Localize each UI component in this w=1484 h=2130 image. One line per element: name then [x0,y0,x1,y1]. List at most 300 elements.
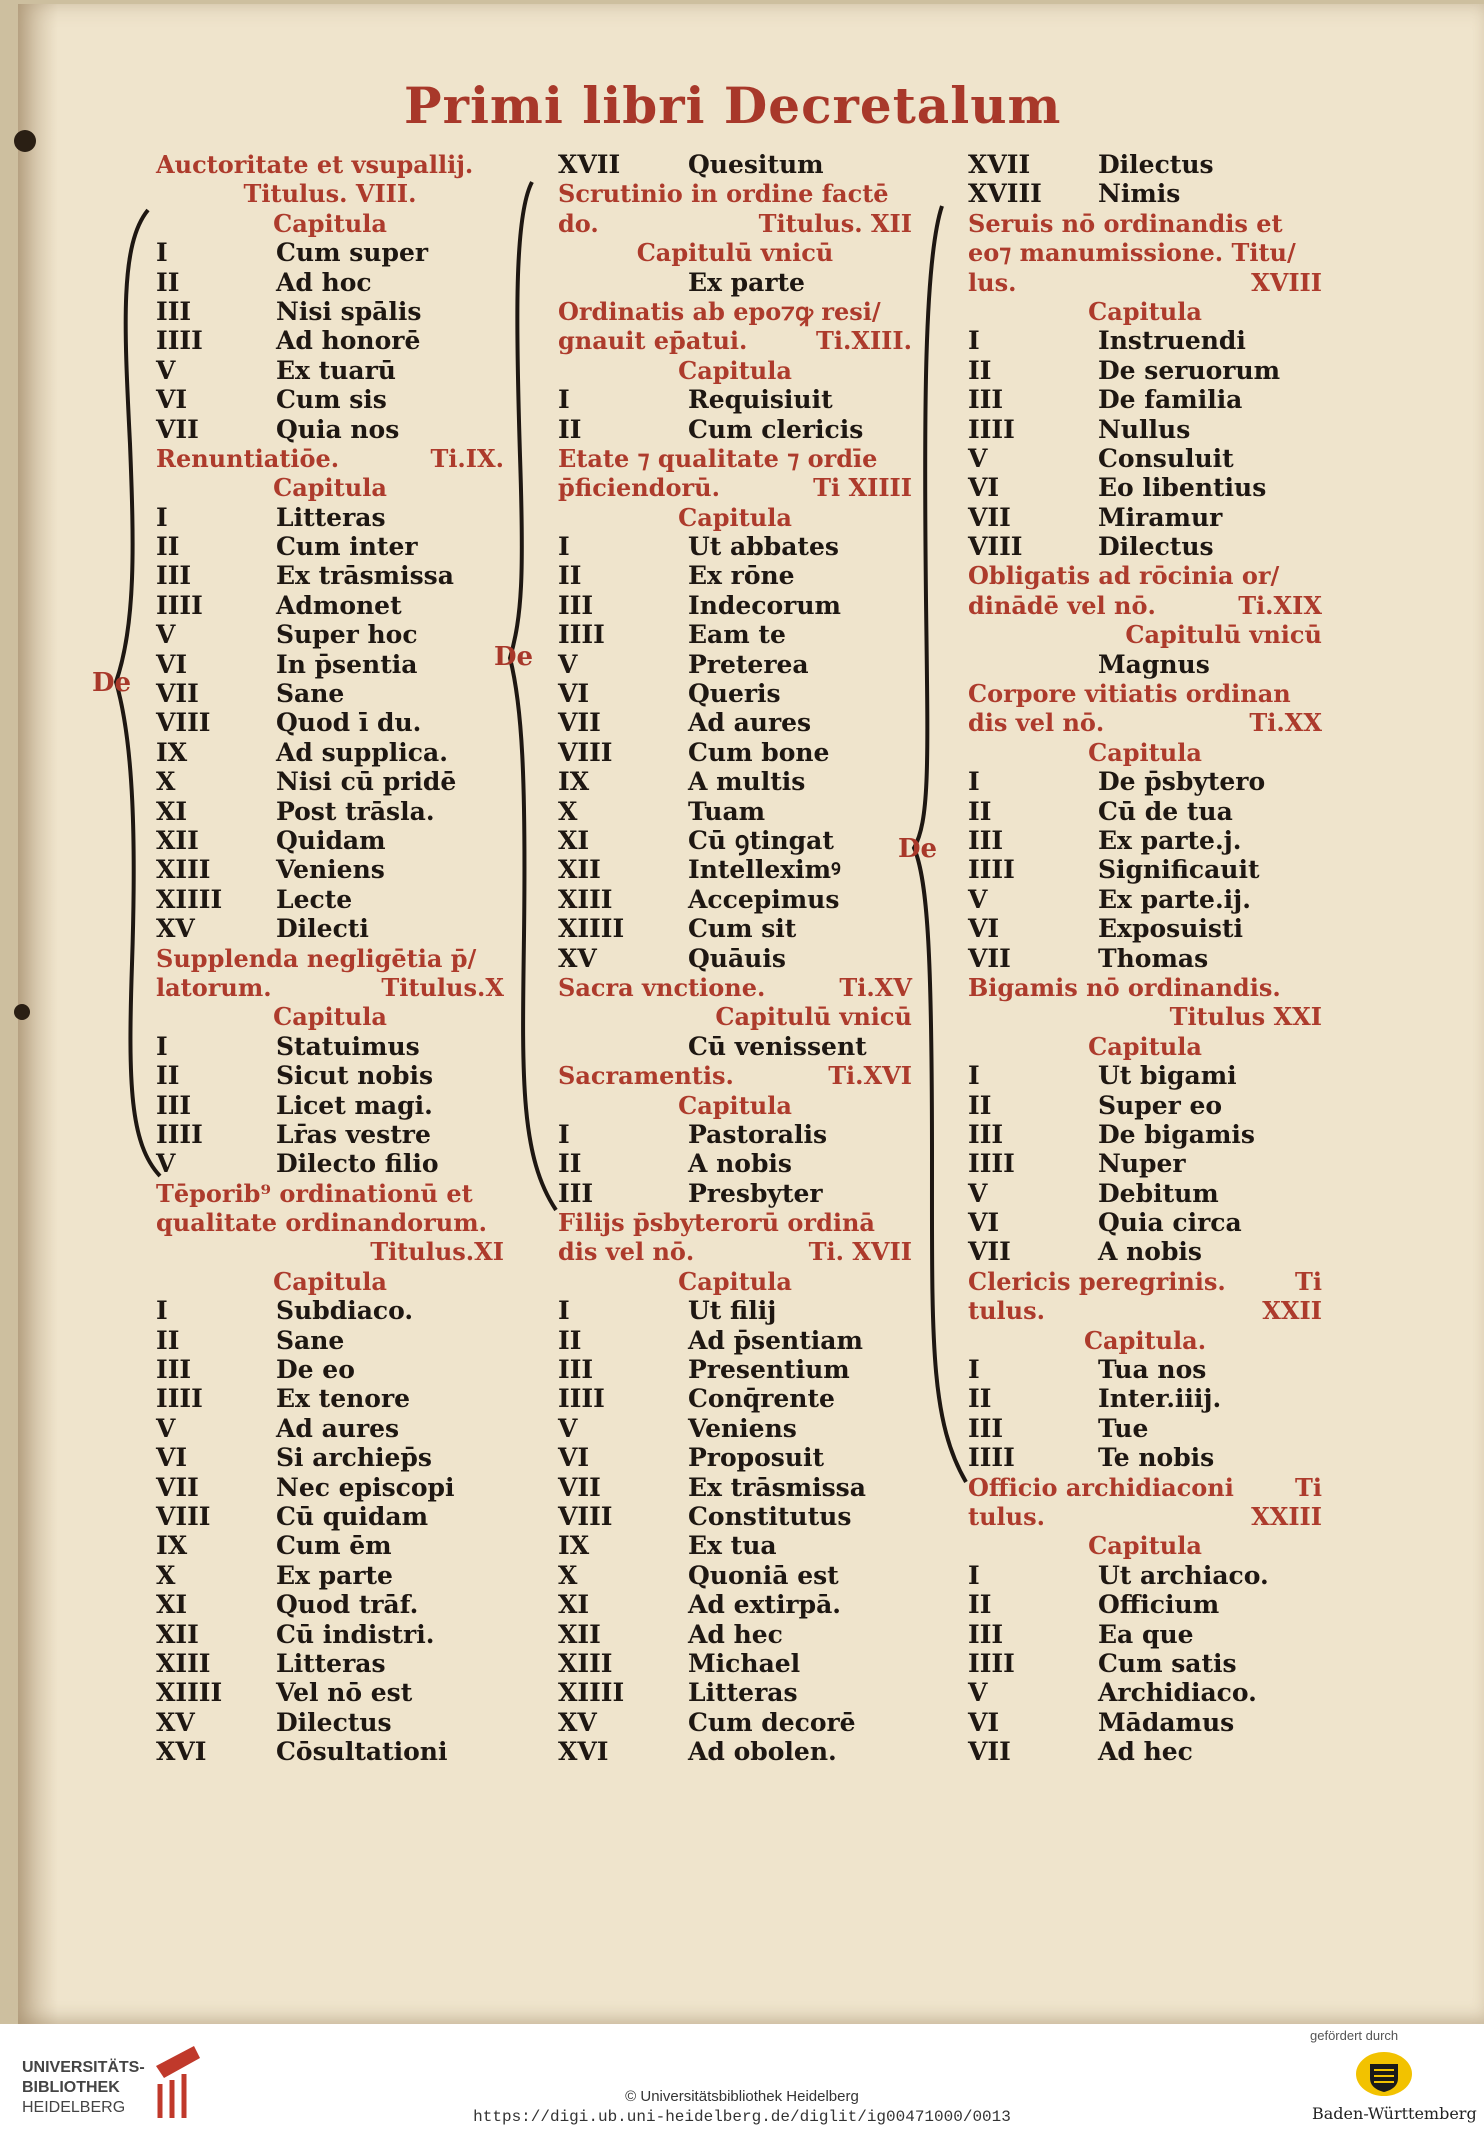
chapter-number: III [558,590,594,620]
chapter-incipit: Dilectus [1098,532,1214,562]
chapter-number: VIII [968,532,1023,562]
chapter-incipit: Ex parte [276,1560,393,1590]
chapter-incipit: De bigamis [1098,1119,1255,1149]
rubric-text: Capitula [1088,737,1202,767]
chapter-incipit: Nec episcopi [276,1472,455,1502]
chapter-entry [558,268,912,297]
rubric-heading [156,1237,504,1266]
rubric-text: Obligatis ad rōcinia or/ [968,561,1280,591]
rubric-text: Capitulū vnicū [636,238,834,268]
chapter-entry [968,356,1322,385]
rubric-heading [558,209,912,238]
chapter-entry [156,767,504,796]
chapter-number: III [156,1090,192,1120]
chapter-number: XIII [156,1648,211,1678]
rubric-heading [558,473,912,502]
chapter-incipit: Nimis [1098,179,1181,209]
chapter-number: XV [156,1707,195,1737]
permalink-url[interactable]: https://digi.ub.uni-heidelberg.de/diglit/ig00471000/0013 [473,2108,1011,2126]
chapter-entry [558,150,912,179]
chapter-incipit: Ut bigami [1098,1061,1237,1091]
chapter-entry [558,797,912,826]
rubric-text: Capitulū vnicū [1125,620,1322,650]
chapter-incipit: Nisi spālis [276,296,422,326]
chapter-number: I [968,767,980,797]
chapter-incipit: Cum decorē [688,1707,856,1737]
chapter-incipit: Sane [276,1325,345,1355]
chapter-entry [968,855,1322,884]
chapter-number: XV [558,1707,597,1737]
chapter-incipit: Ad hec [1098,1737,1193,1767]
rubric-heading [558,1091,912,1120]
chapter-number: V [156,620,176,650]
rubric-title-number: Ti [1295,1472,1322,1502]
chapter-number: V [156,1149,176,1179]
chapter-number: III [968,1413,1004,1443]
chapter-entry [558,1737,912,1766]
rubric-heading [558,973,912,1002]
rubric-title-number: Ti.XX [1249,708,1322,738]
chapter-number: I [156,1031,168,1061]
chapter-incipit: A multis [688,767,806,797]
chapter-entry [558,1708,912,1737]
chapter-number: XV [558,943,597,973]
chapter-number: I [558,1296,570,1326]
chapter-number: VII [156,679,199,709]
chapter-number: I [156,238,168,268]
chapter-incipit: Quia circa [1098,1208,1242,1238]
rubric-heading [558,1208,912,1237]
chapter-incipit: Dilectus [1098,150,1214,179]
chapter-incipit: Te nobis [1098,1443,1215,1473]
chapter-entry [968,1091,1322,1120]
rubric-heading [558,1002,912,1031]
rubric-text: Capitula. [1083,1325,1207,1355]
chapter-incipit: Statuimus [276,1031,420,1061]
chapter-incipit: Dilectus [276,1707,392,1737]
rubric-heading [968,1531,1322,1560]
chapter-incipit: Ad extirpā. [688,1590,841,1620]
chapter-number: IIII [156,326,203,356]
rubric-heading [156,1179,504,1208]
chapter-entry [156,1414,504,1443]
chapter-entry [156,1091,504,1120]
chapter-entry [558,1443,912,1472]
chapter-incipit: Pastoralis [688,1119,828,1149]
rubric-heading [558,503,912,532]
rubric-title-number: Ti.IX. [430,443,504,473]
rubric-text: Titulus. VIII. [243,179,417,209]
chapter-entry [968,650,1322,679]
chapter-entry [968,1649,1322,1678]
chapter-incipit: Quāuis [688,943,786,973]
chapter-entry [558,620,912,649]
chapter-number: XVI [558,1737,609,1767]
chapter-number: I [968,1560,980,1590]
chapter-entry [558,1502,912,1531]
chapter-entry [558,738,912,767]
chapter-entry [156,708,504,737]
chapter-entry [156,855,504,884]
chapter-entry [156,1355,504,1384]
index-column-1 [156,150,504,1766]
chapter-incipit: In p̄sentia [276,649,418,679]
chapter-entry [156,1502,504,1531]
rubric-text: p̄ficiendorū. [558,473,720,503]
rubric-text: Sacramentis. [558,1061,734,1091]
chapter-incipit: Eo libentius [1098,473,1267,503]
rubric-heading [968,738,1322,767]
chapter-entry [968,944,1322,973]
chapter-incipit: Requisiuit [688,385,833,415]
chapter-number: XVI [156,1737,207,1767]
rubric-text: latorum. [156,972,272,1002]
chapter-incipit: Ad aures [276,1413,400,1443]
chapter-number: II [558,1149,582,1179]
rubric-heading [968,238,1322,267]
chapter-incipit: Accepimus [688,884,840,914]
chapter-incipit: Ad supplica. [276,737,448,767]
chapter-incipit: Miramur [1098,502,1223,532]
chapter-incipit: Sane [276,679,345,709]
chapter-entry [558,1326,912,1355]
chapter-number: II [968,355,992,385]
chapter-entry [968,444,1322,473]
chapter-incipit: A nobis [1098,1237,1203,1267]
chapter-number: III [156,561,192,591]
chapter-number: III [156,1355,192,1385]
chapter-entry [558,944,912,973]
chapter-entry [968,797,1322,826]
chapter-number: VII [968,943,1011,973]
rubric-heading [156,944,504,973]
chapter-incipit: Ea que [1098,1619,1194,1649]
chapter-incipit: De eo [276,1355,355,1385]
rubric-heading [968,297,1322,326]
chapter-incipit: Ex tenore [276,1384,411,1414]
chapter-number: XVII [558,150,621,179]
rubric-text: Capitula [273,208,387,238]
chapter-number: VI [558,1443,590,1473]
chapter-incipit: Cū indistri. [276,1619,435,1649]
chapter-number: XI [558,1590,590,1620]
chapter-entry [558,1296,912,1325]
chapter-incipit: Nisi cū pridē [276,767,457,797]
chapter-entry [156,415,504,444]
chapter-incipit: Nuper [1098,1149,1186,1179]
chapter-incipit: Ut filij [688,1296,777,1326]
chapter-entry [156,1561,504,1590]
chapter-incipit: Ex parte.ij. [1098,884,1251,914]
viewer-footer [0,2024,1484,2130]
chapter-incipit: Ex tua [688,1531,777,1561]
chapter-number: V [968,884,988,914]
chapter-number: I [558,1119,570,1149]
funder-name: Baden-Württemberg [1312,2104,1477,2123]
rubric-text: Sacra vnctione. [558,972,766,1002]
binding-hole [14,1004,30,1020]
chapter-number: IX [156,737,188,767]
chapter-entry [558,415,912,444]
state-coat-of-arms-icon [1354,2048,1414,2100]
rubric-title-number: Ti.XIX [1238,590,1322,620]
rubric-text: Etate ⁊ qualitate ⁊ ordīe [558,443,878,473]
chapter-entry [558,1620,912,1649]
rubric-heading [968,591,1322,620]
chapter-entry [156,238,504,267]
chapter-entry [156,1590,504,1619]
chapter-entry [558,1355,912,1384]
chapter-number: IX [156,1531,188,1561]
chapter-incipit: Litteras [276,1648,386,1678]
chapter-number: XIII [156,855,211,885]
rubric-text: Capitula [1088,1031,1202,1061]
rubric-heading [558,1267,912,1296]
chapter-entry [558,1561,912,1590]
chapter-entry [968,326,1322,355]
chapter-entry [968,1237,1322,1266]
chapter-incipit: Officium [1098,1590,1220,1620]
chapter-incipit: Quoniā est [688,1560,839,1590]
chapter-incipit: Eam te [688,620,786,650]
chapter-entry [558,826,912,855]
rubric-text: Auctoritate et vsupallij. [156,150,474,179]
binding-hole [14,130,36,152]
chapter-incipit: Ad honorē [276,326,421,356]
chapter-entry [968,1149,1322,1178]
chapter-incipit: Intelleximꝰ [688,855,841,885]
chapter-number: II [558,561,582,591]
chapter-number: IIII [968,855,1015,885]
chapter-entry [968,503,1322,532]
chapter-number: I [156,502,168,532]
funded-by-label: gefördert durch [1310,2028,1399,2043]
chapter-number: XVII [968,150,1031,179]
chapter-entry [968,914,1322,943]
copyright-notice: © Universitätsbibliothek Heidelberg [625,2088,859,2105]
chapter-entry [156,385,504,414]
rubric-title-number: Ti.XV [839,972,912,1002]
chapter-incipit: Admonet [276,590,402,620]
rubric-heading [558,297,912,326]
chapter-entry [156,268,504,297]
chapter-number: V [968,1178,988,1208]
chapter-entry [156,1737,504,1766]
rubric-heading [968,1002,1322,1031]
chapter-number: XII [558,1619,601,1649]
chapter-incipit: Quod ī du. [276,708,422,738]
chapter-entry [156,650,504,679]
chapter-number: VIII [558,737,613,767]
chapter-number: II [968,796,992,826]
chapter-number: V [558,649,578,679]
rubric-heading [156,209,504,238]
chapter-entry [558,679,912,708]
chapter-number: II [558,414,582,444]
chapter-entry [968,826,1322,855]
chapter-number: VIII [156,1501,211,1531]
chapter-number: XVIII [968,179,1042,209]
rubric-heading [968,561,1322,590]
chapter-entry [558,385,912,414]
chapter-entry [558,1032,912,1061]
chapter-incipit: Cum inter [276,532,418,562]
chapter-entry [156,1326,504,1355]
chapter-entry [968,1179,1322,1208]
chapter-incipit: De p̄sbytero [1098,767,1266,797]
chapter-incipit: Presentium [688,1355,850,1385]
chapter-number: II [156,532,180,562]
chapter-incipit: Ex tuarū [276,355,396,385]
chapter-incipit: Indecorum [688,590,841,620]
rubric-text: Capitulū vnicū [715,1002,912,1032]
chapter-incipit: Veniens [688,1413,797,1443]
chapter-incipit: Conq̄rente [688,1384,835,1414]
chapter-number: IIII [558,620,605,650]
chapter-number: I [558,532,570,562]
chapter-incipit: Cum super [276,238,429,268]
chapter-number: XV [156,914,195,944]
chapter-number: III [968,825,1004,855]
page-title: Primi libri Decretalum [404,76,1062,135]
rubric-heading [156,150,504,179]
chapter-incipit: Dilecto filio [276,1149,439,1179]
chapter-entry [558,1120,912,1149]
chapter-number: IX [558,767,590,797]
chapter-incipit: Ad aures [688,708,812,738]
chapter-number: X [156,1560,176,1590]
rubric-text: Ordinatis ab epo⁊ꝙ resi/ [558,296,881,326]
chapter-incipit: Cum clericis [688,414,864,444]
chapter-incipit: De seruorum [1098,355,1281,385]
chapter-incipit: Quesitum [688,150,824,179]
chapter-number: VI [968,473,1000,503]
rubric-heading [968,1267,1322,1296]
chapter-number: V [968,443,988,473]
chapter-number: XI [156,1590,188,1620]
rubric-heading [968,973,1322,1002]
rubric-heading [156,1208,504,1237]
book-page [18,4,1484,2024]
rubric-text: dinādē vel nō. [968,590,1156,620]
chapter-entry [156,532,504,561]
brace-2 [496,176,576,1216]
rubric-title-number: Ti. XVII [808,1237,912,1267]
chapter-entry [968,1355,1322,1384]
chapter-entry [968,1737,1322,1766]
chapter-entry [156,1120,504,1149]
rubric-text: Capitula [273,1002,387,1032]
chapter-number: II [156,267,180,297]
chapter-number: XIIII [558,914,625,944]
rubric-title-number: Ti [1295,1266,1322,1296]
chapter-entry [156,1649,504,1678]
chapter-entry [156,1473,504,1502]
chapter-number: II [968,1384,992,1414]
chapter-incipit: Proposuit [688,1443,825,1473]
chapter-incipit: Cū quidam [276,1501,429,1531]
chapter-entry [156,1149,504,1178]
chapter-incipit: Preterea [688,649,809,679]
chapter-entry [156,1620,504,1649]
chapter-number: XIIII [558,1678,625,1708]
rubric-heading [558,356,912,385]
chapter-entry [968,473,1322,502]
chapter-number: II [968,1090,992,1120]
chapter-number: IIII [558,1384,605,1414]
chapter-entry [558,914,912,943]
rubric-heading [558,179,912,208]
chapter-entry [156,738,504,767]
rubric-text: Corpore vitiatis ordinan [968,679,1291,709]
chapter-entry [156,356,504,385]
chapter-entry [156,326,504,355]
chapter-entry [968,1414,1322,1443]
chapter-incipit: Cum bone [688,737,830,767]
chapter-entry [558,532,912,561]
chapter-number: I [968,1061,980,1091]
chapter-entry [156,620,504,649]
chapter-number: IIII [156,1384,203,1414]
rubric-text: qualitate ordinandorum. [156,1208,487,1238]
chapter-entry [558,1179,912,1208]
chapter-incipit: Ad obolen. [688,1737,837,1767]
chapter-entry [558,1384,912,1413]
chapter-entry [558,1678,912,1707]
chapter-incipit: Cum sit [688,914,797,944]
chapter-number: II [558,1325,582,1355]
chapter-incipit: Ex parte.j. [1098,825,1242,855]
chapter-incipit: Litteras [688,1678,798,1708]
chapter-number: XIIII [156,884,223,914]
rubric-text: Titulus.XI [370,1237,504,1267]
rubric-text: Capitula [1088,296,1202,326]
chapter-incipit: Tuam [688,796,766,826]
chapter-number: XIII [558,884,613,914]
chapter-incipit: Archidiaco. [1098,1678,1257,1708]
rubric-heading [558,326,912,355]
chapter-number: XI [156,796,188,826]
rubric-heading [968,679,1322,708]
chapter-number: VI [968,1707,1000,1737]
chapter-incipit: Tue [1098,1413,1149,1443]
chapter-incipit: Dilecti [276,914,369,944]
rubric-title-number: Ti XIIII [813,473,912,503]
rubric-text: Clericis peregrinis. [968,1266,1226,1296]
chapter-number: V [156,1413,176,1443]
rubric-heading [558,1061,912,1090]
chapter-entry [558,1649,912,1678]
chapter-number: III [968,385,1004,415]
chapter-incipit: Tua nos [1098,1355,1207,1385]
rubric-heading [968,1032,1322,1061]
chapter-entry [156,797,504,826]
chapter-number: X [558,796,578,826]
chapter-incipit: Constitutus [688,1501,852,1531]
chapter-incipit: Post trāsla. [276,796,435,826]
rubric-heading [968,620,1322,649]
rubric-heading [156,1002,504,1031]
chapter-incipit: Cū de tua [1098,796,1233,826]
rubric-heading [156,179,504,208]
rubric-heading [968,1473,1322,1502]
rubric-title-number: XVIII [1251,267,1322,297]
chapter-incipit: Exposuisti [1098,914,1243,944]
chapter-entry [156,679,504,708]
chapter-number: IX [558,1531,590,1561]
chapter-incipit: Ut abbates [688,532,839,562]
chapter-incipit: A nobis [688,1149,793,1179]
